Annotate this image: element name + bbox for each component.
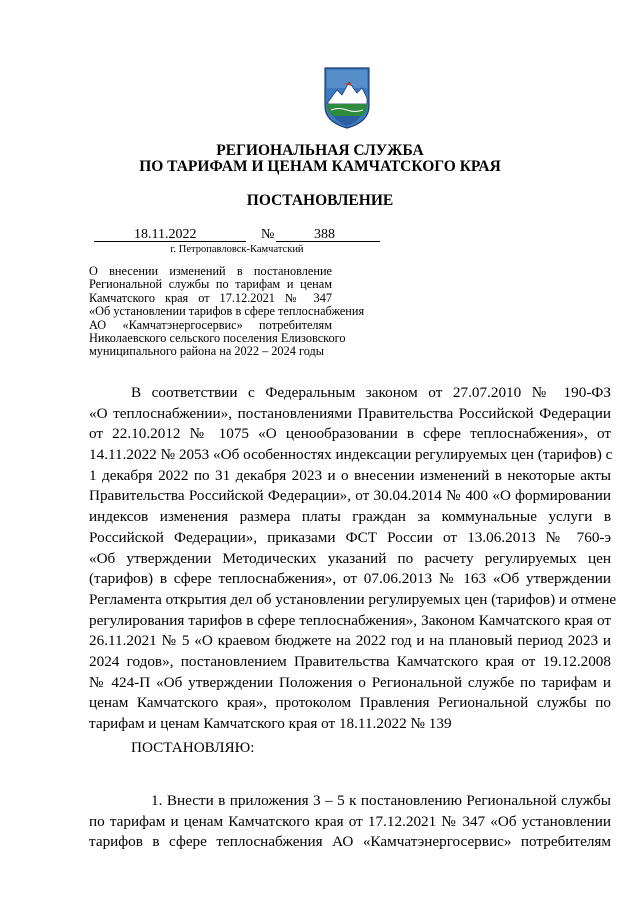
preamble-line: тарифам и ценам Камчатского края от 18.11.2022 № 139 — [89, 715, 452, 732]
document-number: 388 — [314, 227, 335, 242]
preamble-line: от 22.10.2012 № 1075 «О ценообразовании в сфере теплоснабжения», от — [89, 425, 611, 443]
preamble-line: «О теплоснабжении», постановлениями Правительства Российской Федерации — [89, 404, 611, 422]
preamble-paragraph — [89, 383, 617, 735]
item-line: 1. Внести в приложения 3 – 5 к постановлению Региональной службы — [151, 792, 611, 809]
number-sign: № — [261, 227, 275, 242]
kamchatka-emblem-icon — [321, 66, 373, 130]
item-line: тарифов в сфере теплоснабжения АО «Камчатэнергосервис» потребителям — [89, 833, 611, 851]
preamble-line: № 424-П «Об утверждении Положения о Региональной службе по тарифам и — [89, 673, 611, 691]
preamble-line: 2024 годов», постановлением Правительства Камчатского края от 19.12.2008 — [89, 652, 611, 670]
preamble-line: 1 декабря 2022 по 31 декабря 2023 и о внесении изменений в некоторые акты — [89, 466, 611, 484]
city-of-issue: г. Петропавловск-Камчатский — [170, 244, 304, 255]
document-subject — [89, 264, 365, 359]
item-line: по тарифам и ценам Камчатского края от 17.12.2021 № 347 «Об установлении — [89, 812, 611, 830]
document-date: 18.11.2022 — [134, 227, 197, 242]
subject-line: О внесении изменений в постановление — [89, 264, 332, 278]
preamble-line: индексов изменения размера платы граждан за коммунальные услуги в — [89, 508, 611, 526]
preamble-line: В соответствии с Федеральным законом от 27.07.2010 № 190-ФЗ — [131, 384, 611, 401]
preamble-line: ценам Камчатского края», протоколом Правления Региональной службы по — [89, 694, 611, 712]
preamble-line: Регламента открытия дел об установлении регулируемых цен (тарифов) и отмене — [89, 590, 617, 608]
preamble-line: (тарифов) в сфере теплоснабжения», от 07.06.2013 № 163 «Об утверждении — [89, 570, 611, 588]
resolve-heading: ПОСТАНОВЛЯЮ: — [131, 739, 255, 756]
subject-line: Региональной службы по тарифам и ценам — [89, 277, 332, 292]
document-type: ПОСТАНОВЛЕНИЕ — [246, 192, 394, 209]
subject-line: Николаевского сельского поселения Елизовского — [89, 331, 346, 346]
preamble-line: «Об утверждении Методических указаний по расчету регулируемых цен — [89, 549, 611, 567]
subject-line: муниципального района на 2022 – 2024 годы — [89, 344, 325, 359]
preamble-line: Российской Федерации», приказами ФСТ России от 13.06.2013 № 760-э — [89, 528, 611, 546]
agency-title-line1: РЕГИОНАЛЬНАЯ СЛУЖБА — [216, 142, 424, 159]
date-number-line — [94, 227, 380, 243]
preamble-line: Правительства Российской Федерации», от 30.04.2014 № 400 «О формировании — [89, 487, 611, 505]
item-1-paragraph — [89, 791, 611, 853]
subject-line: Камчатского края от 17.12.2021 № 347 — [89, 290, 332, 305]
preamble-line: 14.11.2022 № 2053 «Об особенностях индексации регулируемых цен (тарифов) с — [89, 446, 613, 464]
subject-line: АО «Камчатэнергосервис» потребителям — [89, 317, 332, 332]
preamble-line: 26.11.2021 № 5 «О краевом бюджете на 2022 год и на плановый период 2023 и — [89, 632, 611, 650]
agency-title-line2: ПО ТАРИФАМ И ЦЕНАМ КАМЧАТСКОГО КРАЯ — [139, 158, 501, 175]
preamble-line: регулирования тарифов в сфере теплоснабжения», Законом Камчатского края от — [89, 611, 611, 629]
subject-line: «Об установлении тарифов в сфере теплоснабжения — [89, 304, 365, 319]
